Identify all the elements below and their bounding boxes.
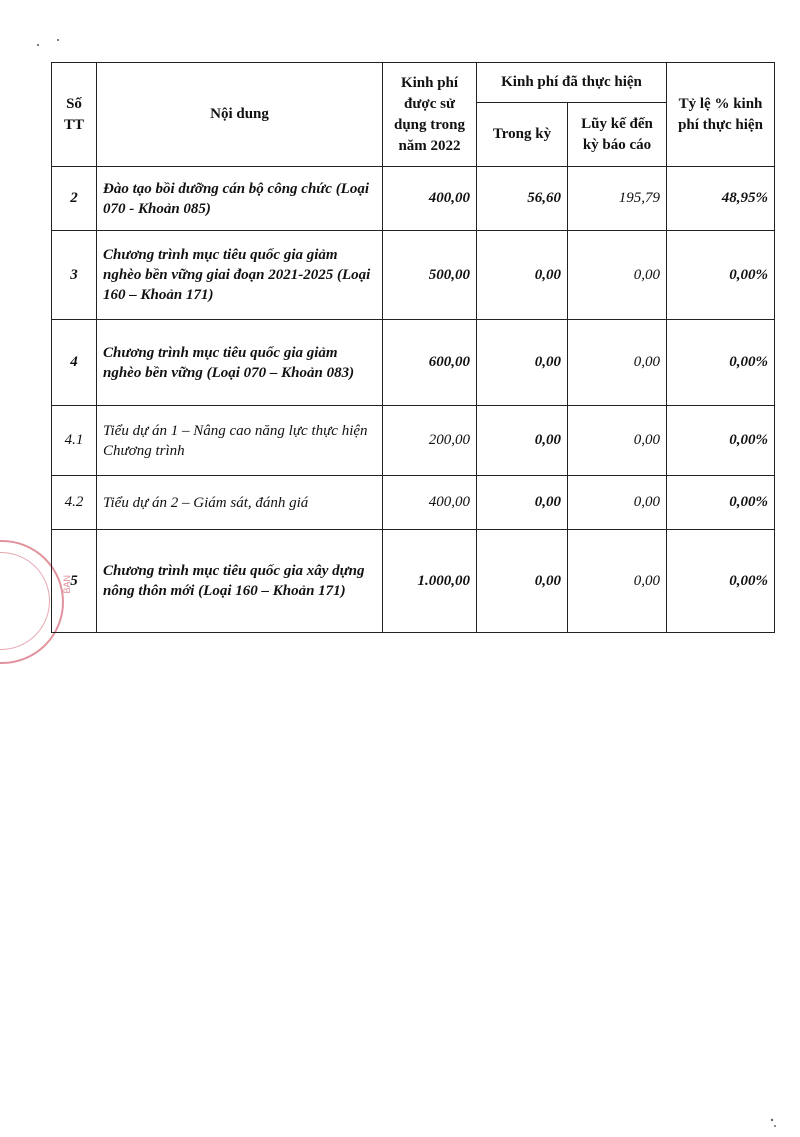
row-in-period: 0,00 <box>477 406 568 476</box>
row-budget: 200,00 <box>383 406 477 476</box>
header-implemented-group: Kinh phí đã thực hiện <box>477 63 667 103</box>
header-ratio: Tỷ lệ % kinh phí thực hiện <box>667 63 775 167</box>
row-content: Tiểu dự án 2 – Giám sát, đánh giá <box>97 476 383 530</box>
row-ratio: 0,00% <box>667 231 775 320</box>
row-ratio: 0,00% <box>667 476 775 530</box>
row-ratio: 0,00% <box>667 320 775 406</box>
row-stt: 4 <box>52 320 97 406</box>
budget-report-table <box>51 62 775 633</box>
row-ratio: 0,00% <box>667 406 775 476</box>
table-header <box>52 63 775 167</box>
header-stt: Số TT <box>52 63 97 167</box>
row-in-period: 0,00 <box>477 320 568 406</box>
row-in-period: 56,60 <box>477 167 568 231</box>
row-stt: 4.1 <box>52 406 97 476</box>
row-in-period: 0,00 <box>477 476 568 530</box>
header-content: Nội dung <box>97 63 383 167</box>
row-in-period: 0,00 <box>477 530 568 633</box>
row-accumulated: 0,00 <box>568 406 667 476</box>
header-budget: Kinh phí được sử dụng trong năm 2022 <box>383 63 477 167</box>
row-accumulated: 0,00 <box>568 476 667 530</box>
row-stt: 5 <box>52 530 97 633</box>
row-accumulated: 0,00 <box>568 530 667 633</box>
row-content: Chương trình mục tiêu quốc gia xây dựng nông thôn mới (Loại 160 – Khoản 171) <box>97 530 383 633</box>
row-in-period: 0,00 <box>477 231 568 320</box>
row-budget: 500,00 <box>383 231 477 320</box>
row-content: Chương trình mục tiêu quốc gia giảm nghèo bền vững giai đoạn 2021-2025 (Loại 160 – Khoản 171) <box>97 231 383 320</box>
header-accumulated: Lũy kế đến kỳ báo cáo <box>568 103 667 167</box>
row-content: Chương trình mục tiêu quốc gia giảm nghèo bền vững (Loại 070 – Khoản 083) <box>97 320 383 406</box>
row-stt: 2 <box>52 167 97 231</box>
row-budget: 1.000,00 <box>383 530 477 633</box>
row-ratio: 0,00% <box>667 530 775 633</box>
row-content: Tiểu dự án 1 – Nâng cao năng lực thực hiện Chương trình <box>97 406 383 476</box>
row-stt: 3 <box>52 231 97 320</box>
table-row <box>52 530 775 633</box>
table-body <box>52 167 775 633</box>
table-row <box>52 320 775 406</box>
row-budget: 400,00 <box>383 476 477 530</box>
seal-text: BAN <box>62 575 72 594</box>
table-row <box>52 406 775 476</box>
table-row <box>52 476 775 530</box>
row-budget: 400,00 <box>383 167 477 231</box>
row-accumulated: 0,00 <box>568 231 667 320</box>
row-accumulated: 195,79 <box>568 167 667 231</box>
table-row <box>52 231 775 320</box>
header-in-period: Trong kỳ <box>477 103 568 167</box>
row-content: Đào tạo bồi dưỡng cán bộ công chức (Loại 070 - Khoản 085) <box>97 167 383 231</box>
row-budget: 600,00 <box>383 320 477 406</box>
row-accumulated: 0,00 <box>568 320 667 406</box>
row-stt: 4.2 <box>52 476 97 530</box>
table-row <box>52 167 775 231</box>
row-ratio: 48,95% <box>667 167 775 231</box>
